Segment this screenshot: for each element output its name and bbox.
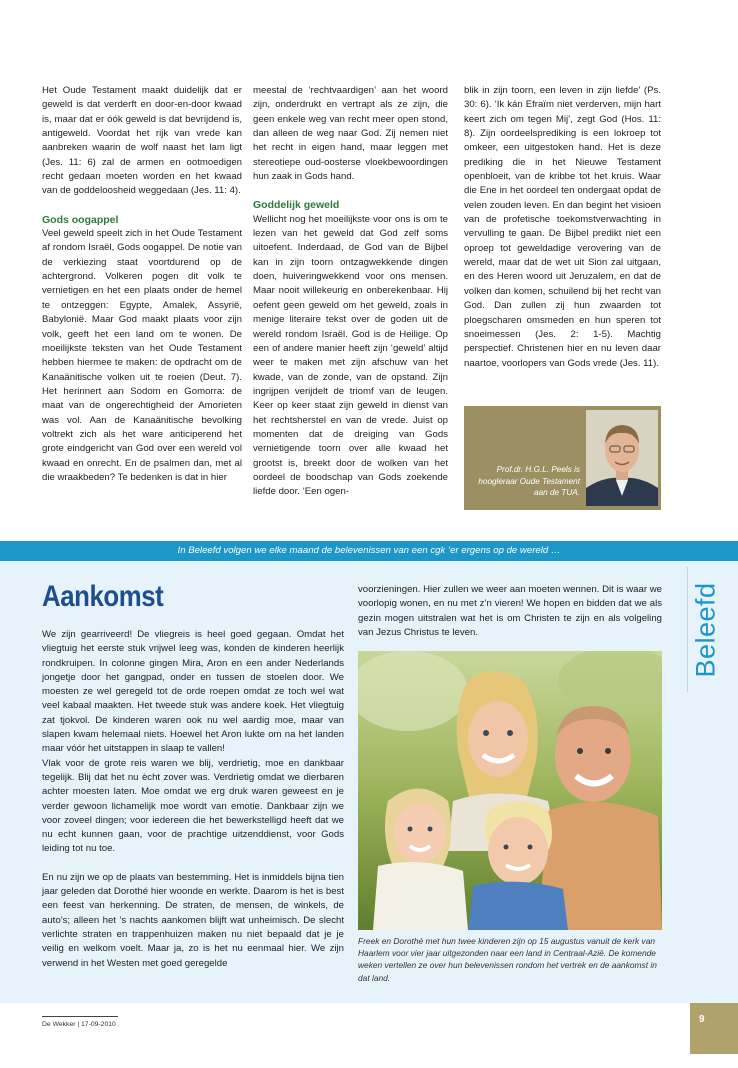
author-box: [464, 406, 661, 510]
paragraph: meestal de ‘rechtvaardigen’ aan het woord zijn, onderdrukt en vertrapt als ze zijn, die geen enkele weg van recht meer open stond, dan alleen de weg naar God. Zij nemen niet het recht in eigen hand, maar leggen met stereotiepe oud-oosterse vloekbewoordingen hun zaak in Gods hand.: [253, 85, 448, 183]
footer-rule: [42, 1016, 118, 1017]
section-tab-label: Beleefd: [690, 582, 721, 678]
article-title: Aankomst: [42, 580, 164, 613]
photo-caption: Freek en Dorothé met hun twee kinderen zijn op 15 augustus vanuit de kerk van Haarlem voor vier jaar uitgezonden naar een land in Centraal-Azië. De komende weken vertellen ze over hun belevenissen rondom het vertrek en de aankomst in dat land.: [358, 936, 657, 983]
banner-text: In Beleefd volgen we elke maand de belevenissen van een cgk ‘er ergens op de wereld …: [177, 545, 561, 556]
page-number-box: [690, 1003, 738, 1054]
family-photo: [358, 651, 662, 930]
paragraph: We zijn gearriveerd! De vliegreis is heel goed gegaan. Omdat het vliegtuig het eerste stuk vrijwel leeg was, konden de kinderen heerlijk rondkruipen. In colonne gingen Mira, Aron en een ander Nederlands jongetje door het gangpad, onder en tussen de stoelen door. We moesten ze wel geregeld tot de orde roepen omdat ze toch wel wat veel kabaal maakten. Het tweede stuk was andere koek. Het vliegtuig zat tjokvol. De kinderen waren ook nu wel aardig moe, maar van slapen kwam helemaal niets. Hoewel het Aron lukte om na het landen maar vóór het uitstappen in slaap te vallen!: [42, 629, 344, 755]
article1-column-3: [464, 84, 661, 371]
paragraph: Veel geweld speelt zich in het Oude Testament af rondom Israël, Gods oogappel. De notie van de verkiezing staat voortdurend op de achtergrond. Volkeren pogen dit volk te vernietigen en het een plaats onder de hemel te ontzeggen: Egypte, Amalek, Assyrië, Babylonië. Maar God maakt plaats voor zijn volk, geeft het een land om te wonen. De moeilijkste teksten van het Oude Testament hebben hiermee te maken: de opdracht om de Kanaänitische volken uit te roeien (Deut. 7). Het herinnert aan Sodom en Gomorra: de maat van de ongerechtigheid der Amorieten was vol. Aan de Kanaänitische bevolking voltrekt zich als het ware anticiperend het grote eindgericht van God over een wereld vol kwaad en onrecht. En de psalmen dan, met al die wraakbeden? Te bedenken is dat in hier: [42, 228, 242, 483]
paragraph: Het Oude Testament maakt duidelijk dat er geweld is dat verderft en door-en-door kwaad is, maar dat er óók geweld is dat bevrijdend is, antigeweld. Voordat het rijk van vrede kan aanbreken waarin de wolf naast het lam ligt (Jes. 11: 6) zal de armen en ootmoedigen recht gedaan moeten worden en het kwaad van de goddeloosheid weggedaan (Jes. 11: 4).: [42, 85, 242, 197]
page-number: 9: [699, 1014, 705, 1025]
article1-column-1: [42, 84, 242, 485]
author-caption: Prof.dr. H.G.L. Peels is hoogleraar Oude Testament aan de TUA.: [478, 465, 580, 498]
article2-column-2: [358, 583, 662, 640]
paragraph: voorzieningen. Hier zullen we weer aan moeten wennen. Dit is waar we voorlopig wonen, en nu met z’n vieren! We hopen en bidden dat we als gezin mogen uitstralen wat het is om Christen te zijn en als volgeling van Jezus Christus te leven.: [358, 584, 662, 638]
paragraph: Vlak voor de grote reis waren we blij, verdrietig, moe en dankbaar tegelijk. Blij dat het nu ècht zover was. Verdrietig omdat we dierbaren achter moesten laten. Moe omdat we erg druk waren geweest en je verder gewoon lichamelijk moe wordt van emotie. Dankbaar zijn we voor zoveel dingen; voor iedereen die het bewerkstelligd heeft dat we nu echt kunnen gaan, voor de prachtige uitzenddienst, voor Gods leiding tot nu toe.: [42, 757, 344, 855]
paragraph: En nu zijn we op de plaats van bestemming. Het is inmiddels bijna tien jaar geleden dat Dorothé hier woonde en werkte. Daarom is het is best een feest van herkenning. De straten, de mensen, de winkels, de auto’s; alleen het ’s nachts aankomen blijft wat unheimisch. De slecht verlichte straten en trappenhuizen maken nu niet bepaald dat je je veilig en welkom voelt. Maar ja, zo is het nu eenmaal hier. We zijn verwend in het Westen met goed geregelde: [42, 871, 344, 969]
footer-source: De Wekker | 17-09-2010: [42, 1021, 116, 1028]
section-heading: Goddelijk geweld: [253, 199, 340, 212]
series-banner: [0, 541, 738, 561]
article2-column-1: [42, 628, 344, 971]
paragraph: Wellicht nog het moeilijkste voor ons is om te lezen van het geweld dat God zelf soms uitoefent. Inderdaad, de God van de Bijbel kan in zijn toorn ontzagwekkende dingen doen, huiveringwekkend voor ons mensen. Maar nooit willekeurig en onberekenbaar. Hij oefent geen geweld om het geweld, zoals in menige literaire tekst over de goden uit de wereld rondom Israël. God is de Heilige. Op een of andere manier heeft zijn ‘geweld’ altijd weer te maken met zijn afschuw van het kwade, van de zonde, van de opstand. Zijn ingrijpen verijdelt de triomf van de leugen. Keer op keer staat zijn geweld in dienst van het rechtsherstel en van de vrede. Juist op momenten dat de dreiging van Gods vernietigende toorn over alle kwaad het grootst is, breekt door de wolken van het oordeel de boodschap van Gods zoekende liefde door. ‘Een ogen-: [253, 213, 448, 498]
author-portrait-image: [586, 410, 658, 506]
article1-column-2: [253, 84, 448, 500]
paragraph: blik in zijn toorn, een leven in zijn liefde’ (Ps. 30: 6). ‘Ik kán Efraïm niet verderven, mijn hart keert zich om tegen Mij’, zegt God (Hos. 11: 8). Zijn oordeelsprediking is een lokroep tot omkeer, een uitgestoken hand. Het is deze prediking die in het Nieuwe Testament openbloeit, van de kribbe tot het kruis. Waar die Ene in het oordeel ten ondergaat opdat de velen zouden leven. En dan begint het visioen van de profetische toekomstverwachting in vervulling te gaan. De Bijbel predikt niet een oproep tot geweldadige verovering van de wereld, maar dat de wet uit Sion zal uitgaan, en des Heren woord uit Jeruzalem, en dat de volken dan komen, schuilend bij het recht van God. Dan zullen zij hun zwaarden tot ploegscharen omsmeden en hun speren tot snoeimessen (Jes. 2: 1-5). Machtig perspectief. Christenen hier en nu leven daar naartoe, voorlopers van Gods vrede (Jes. 11).: [464, 85, 661, 369]
section-tab: [687, 567, 723, 692]
section-heading: Gods oogappel: [42, 213, 119, 226]
